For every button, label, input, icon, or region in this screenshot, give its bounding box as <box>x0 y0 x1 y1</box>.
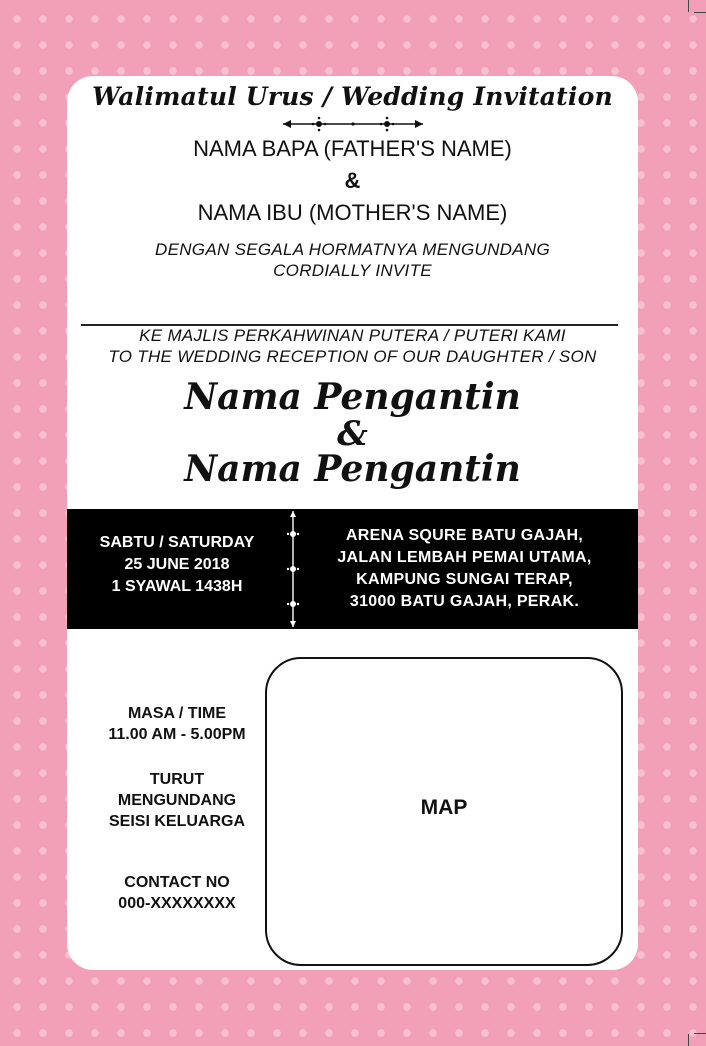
invite-text-english: CORDIALLY INVITE <box>273 261 432 280</box>
contact-label: CONTACT NO <box>124 874 230 891</box>
crop-mark <box>694 12 706 13</box>
couple-name-1: Nama Pengantin <box>184 376 521 418</box>
venue-line: 31000 BATU GAJAH, PERAK. <box>349 593 580 610</box>
family-line: MENGUNDANG <box>117 792 237 809</box>
time-label: MASA / TIME <box>127 705 227 722</box>
mother-name: NAMA IBU (MOTHER'S NAME) <box>197 200 508 225</box>
event-date-block <box>77 532 277 598</box>
map-placeholder <box>265 657 623 966</box>
family-line: SEISI KELUARGA <box>108 813 245 830</box>
vertical-divider-ornament-icon <box>284 511 302 627</box>
event-day: SABTU / SATURDAY <box>99 534 255 551</box>
flourish-ornament-icon <box>279 114 427 134</box>
crop-mark <box>688 1034 689 1046</box>
father-name: NAMA BAPA (FATHER'S NAME) <box>193 136 512 161</box>
parents-ampersand: & <box>344 168 361 193</box>
venue-line: ARENA SQURE BATU GAJAH, <box>345 527 584 544</box>
invitation-title: Walimatul Urus / Wedding Invitation <box>92 82 613 111</box>
event-hijri-date: 1 SYAWAL 1438H <box>111 578 243 595</box>
venue-address-block <box>307 525 622 613</box>
venue-line: KAMPUNG SUNGAI TERAP, <box>356 571 573 588</box>
contact-number: 000-XXXXXXXX <box>118 895 236 912</box>
invitation-card <box>67 76 638 970</box>
family-invite-block <box>77 769 277 832</box>
crop-mark <box>694 1033 706 1034</box>
map-label: MAP <box>420 796 468 819</box>
contact-block <box>77 872 277 914</box>
reception-text-english: TO THE WEDDING RECEPTION OF OUR DAUGHTER / SON <box>108 347 597 366</box>
couple-ampersand: & <box>337 414 368 454</box>
time-value: 11.00 AM - 5.00PM <box>108 726 246 743</box>
venue-line: JALAN LEMBAH PEMAI UTAMA, <box>337 549 592 566</box>
event-info-band <box>67 509 638 629</box>
family-line: TURUT <box>149 771 205 788</box>
time-block <box>77 703 277 745</box>
reception-text-malay: KE MAJLIS PERKAHWINAN PUTERA / PUTERI KAMI <box>139 326 566 345</box>
invite-text-malay: DENGAN SEGALA HORMATNYA MENGUNDANG <box>155 240 550 259</box>
crop-mark <box>688 0 689 12</box>
event-date: 25 JUNE 2018 <box>124 556 230 573</box>
couple-name-2: Nama Pengantin <box>184 448 521 490</box>
